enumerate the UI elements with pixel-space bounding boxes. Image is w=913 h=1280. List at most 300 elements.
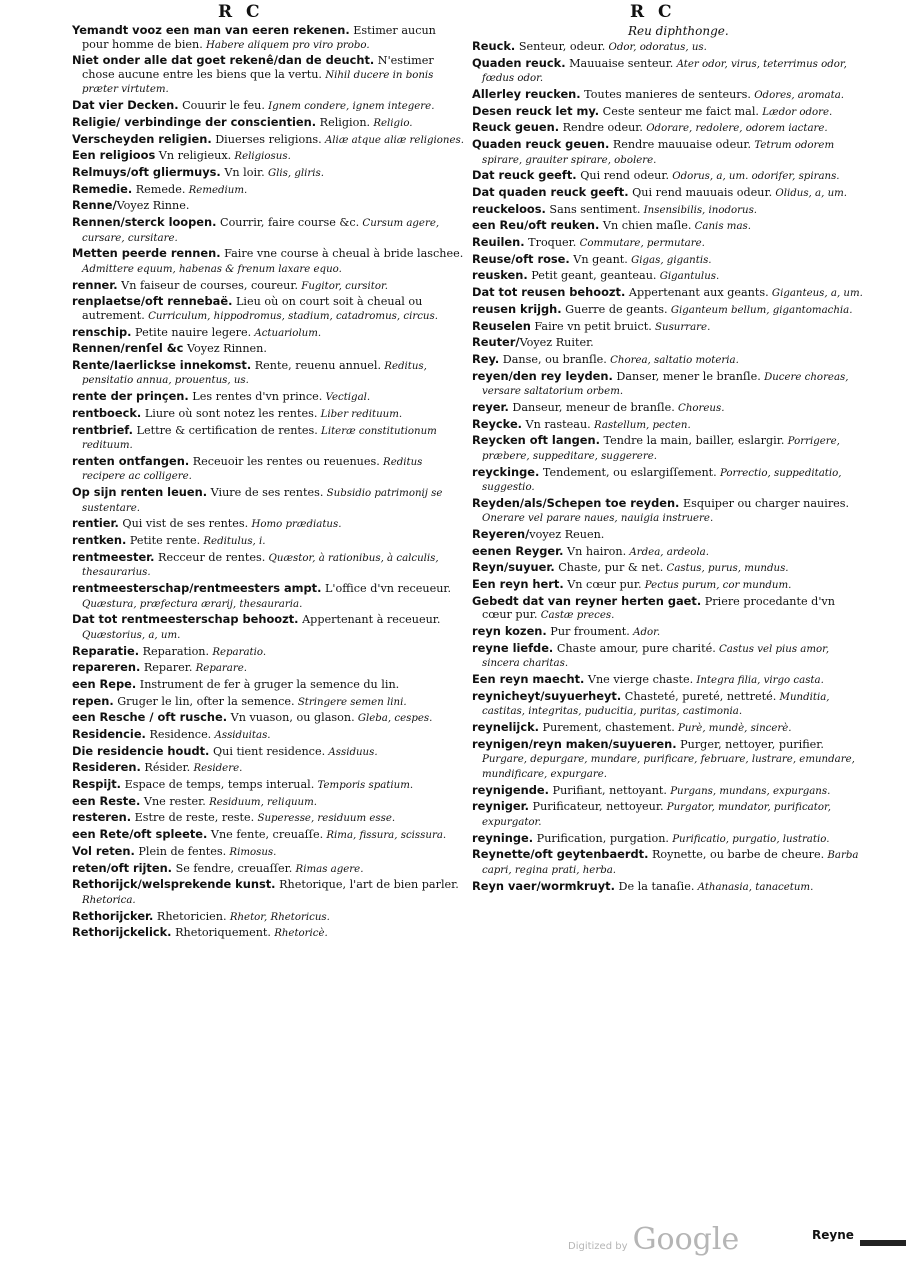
entry-french: Voyez Ruiter. — [519, 336, 594, 350]
entry-french: De la tanaſie. — [614, 879, 695, 893]
entry-french: Receuoir les rentes ou reuenues. — [189, 454, 380, 468]
entry-latin: Porrectio, suppeditatio, suggestio. — [482, 467, 842, 494]
header-subtitle: Reu diphthonge. — [628, 24, 729, 38]
entry-headword: een Resche / oft rusche. — [72, 710, 228, 725]
dictionary-entry — [72, 390, 464, 405]
entry-latin: Munditia, castitas, integritas, puducitia, puritas, castimonia. — [482, 691, 830, 718]
entry-headword: Reuck geuen. — [472, 120, 560, 135]
entry-headword: Dat quaden reuck geeft. — [472, 185, 629, 199]
entry-latin: Canis mas. — [691, 221, 751, 233]
entry-headword: Rey. — [472, 351, 500, 366]
dictionary-entry — [72, 613, 464, 642]
dictionary-entry — [72, 279, 464, 294]
entry-latin: Gigas, gigantis. — [627, 254, 712, 266]
entry-french: voyez Reuen. — [529, 528, 605, 542]
dictionary-entry — [472, 57, 864, 86]
dictionary-entry — [72, 326, 464, 341]
entry-headword: Op sijn renten leuen. — [72, 485, 208, 500]
entry-french: L'office d'vn receueur. — [321, 582, 452, 596]
entry-latin: Ignem condere, ignem integere. — [264, 101, 435, 113]
entry-french: Vn religieux. — [155, 149, 232, 163]
entry-latin: Glis, gliris. — [264, 167, 324, 179]
entry-headword: Reycken oft langen. — [472, 433, 600, 448]
entry-headword: reynigen/reyn maken/suyueren. — [472, 736, 677, 751]
entry-headword: Reuselen — [472, 318, 531, 333]
entry-french: Rendre mauuaise odeur. — [609, 138, 752, 152]
dictionary-entry — [472, 253, 864, 268]
entry-headword: Reuilen. — [472, 235, 525, 250]
dictionary-entry — [72, 711, 464, 726]
dictionary-entry — [472, 832, 864, 847]
dictionary-entry — [472, 203, 864, 218]
entry-latin: Ater odor, virus, teterrimus odor, fœdus odor. — [482, 58, 847, 85]
entry-headword: reynelijck. — [472, 720, 539, 735]
google-text: Google — [632, 1222, 740, 1257]
entry-latin: Rhetoricè. — [270, 928, 328, 940]
dictionary-entry — [72, 926, 464, 941]
dictionary-entry — [72, 695, 464, 710]
entry-latin: Rimas agere. — [292, 863, 364, 875]
entry-latin: Purificatio, purgatio, lustratio. — [668, 833, 830, 845]
dictionary-entry — [72, 199, 464, 214]
entry-headword: Resideren. — [72, 760, 141, 775]
entry-french: Instrument de fer à gruger la semence du lin. — [136, 677, 400, 691]
entry-headword: renten ontfangen. — [72, 453, 190, 468]
entry-latin: Curriculum, hippodromus, stadium, catadromus, circus. — [144, 310, 438, 322]
dictionary-entry — [72, 678, 464, 693]
entry-headword: eenen Reyger. — [472, 543, 564, 558]
entry-french: Ceste senteur me faict mal. — [599, 104, 759, 118]
entry-latin: Purgans, mundans, expurgans. — [666, 785, 831, 797]
entry-headword: rentken. — [72, 533, 127, 548]
entry-headword: Quaden reuck. — [472, 55, 566, 70]
entry-headword: reyniger. — [472, 799, 529, 814]
entry-french: N'estimer chose aucune entre les biens que la vertu. — [82, 54, 434, 81]
entry-french: Rhetorique, l'art de bien parler. — [275, 878, 459, 892]
entry-french: Chaste amour, pure charité. — [553, 641, 716, 655]
dictionary-entry — [472, 418, 864, 433]
dictionary-entry — [72, 183, 464, 198]
entry-headword: reyer. — [472, 399, 509, 414]
entry-french: Vn cœur pur. — [563, 578, 642, 592]
entry-headword: Dat vier Decken. — [72, 98, 179, 113]
entry-latin: Residuum, reliquum. — [205, 796, 318, 808]
entry-latin: Residere. — [190, 763, 243, 775]
entry-headword: een Repe. — [72, 676, 137, 691]
entry-french: Purement, chastement. — [538, 721, 675, 735]
entry-latin: Homo prædiatus. — [248, 519, 342, 531]
entry-latin: Reditulus, i. — [200, 536, 266, 548]
entry-french: Vne fente, creuaſſe. — [207, 828, 324, 842]
dictionary-entry — [72, 645, 464, 660]
dictionary-entry — [72, 24, 464, 52]
entry-headword: Yemandt vooz een man van eeren rekenen. — [72, 23, 350, 37]
entry-headword: reusken. — [472, 268, 528, 283]
entry-headword: Dat tot reusen behoozt. — [472, 285, 626, 300]
entry-headword: rentmeesterschap/rentmeesters ampt. — [72, 581, 322, 596]
entry-headword: Rennen/renſel &c — [72, 341, 184, 356]
dictionary-entry — [472, 105, 864, 120]
entry-latin: Remedium. — [185, 184, 248, 196]
entry-headword: Quaden reuck geuen. — [472, 137, 610, 152]
entry-latin: Cursum agere, cursare, cursitare. — [82, 217, 440, 244]
dictionary-entry — [72, 795, 464, 810]
entry-headword: Dat reuck geeft. — [472, 168, 577, 183]
entry-french: Vn hairon. — [563, 544, 627, 558]
entry-headword: rentmeester. — [72, 549, 155, 564]
entry-headword: Reyn/suyuer. — [472, 560, 555, 575]
entry-french: Rhetoricien. — [153, 909, 227, 923]
right-column — [472, 40, 864, 896]
entry-headword: Religie/ verbindinge der conscientien. — [72, 114, 317, 129]
entry-french: Purger, nettoyer, purifier. — [676, 737, 824, 751]
dictionary-entry — [72, 424, 464, 453]
entry-headword: rentboeck. — [72, 405, 142, 420]
entry-french: Appertenant aux geants. — [625, 286, 769, 300]
left-column — [72, 24, 464, 943]
entry-headword: reyninge. — [472, 830, 534, 845]
entry-latin: Tetrum odorem spirare, grauiter spirare, obolere. — [482, 140, 835, 166]
entry-french: Petite nauire legere. — [131, 325, 252, 339]
entry-latin: Castus, purus, mundus. — [663, 563, 789, 575]
entry-french: Senteur, odeur. — [515, 40, 606, 53]
dictionary-entry — [472, 269, 864, 284]
entry-headword: Die residencie houdt. — [72, 743, 210, 758]
entry-french: Diuerses religions. — [211, 132, 322, 146]
dictionary-entry — [72, 551, 464, 580]
entry-french: Danse, ou branſle. — [499, 352, 607, 366]
entry-headword: Vol reten. — [72, 843, 135, 858]
entry-french: Tendement, ou eslargiſſement. — [539, 465, 717, 479]
dictionary-entry — [72, 862, 464, 877]
dictionary-entry — [72, 342, 464, 357]
entry-latin: Quæstor, à rationibus, à calculis, thesaurarius. — [82, 552, 439, 579]
dictionary-entry — [72, 99, 464, 114]
entry-headword: Reuck. — [472, 39, 516, 53]
dictionary-entry — [72, 359, 464, 388]
entry-latin: Quæstura, præfectura ærarij, thesauraria. — [82, 598, 303, 610]
entry-headword: Reyn vaer/wormkruyt. — [472, 878, 615, 893]
entry-french: Reparation. — [139, 644, 210, 658]
entry-headword: Gebedt dat van reyner herten gaet. — [472, 593, 702, 608]
entry-latin: Stringere semen lini. — [294, 696, 407, 708]
entry-headword: rentier. — [72, 516, 119, 531]
entry-headword: Een religioos — [72, 148, 156, 163]
entry-headword: renschip. — [72, 324, 132, 339]
entry-headword: Reyeren/ — [472, 527, 530, 542]
dictionary-entry — [72, 517, 464, 532]
entry-headword: Verscheyden religien. — [72, 131, 212, 146]
entry-headword: reynicheyt/suyuerheyt. — [472, 688, 622, 703]
entry-latin: Castus vel pius amor, sincera charitas. — [482, 643, 830, 670]
entry-french: Courrir, faire course &c. — [216, 215, 360, 229]
entry-latin: Choreus. — [674, 402, 725, 414]
entry-french: Faire vne course à cheual à bride laschee. — [220, 247, 464, 261]
entry-headword: Reyden/als/Schepen toe reyden. — [472, 495, 680, 510]
entry-french: Residence. — [145, 728, 212, 742]
entry-latin: Quæstorius, a, um. — [82, 629, 181, 641]
entry-headword: reuckeloos. — [472, 201, 546, 216]
entry-latin: Ducere choreas, versare saltatorium orbem. — [482, 371, 849, 398]
entry-french: Vn vuason, ou glason. — [227, 711, 355, 725]
entry-latin: Habere aliquem pro viro probo. — [202, 39, 370, 51]
entry-french: Danser, mener le branſle. — [612, 369, 761, 383]
entry-latin: Purgator, mundator, purificator, expurgator. — [482, 802, 831, 828]
entry-latin: Rhetorica. — [82, 894, 136, 906]
dictionary-entry — [472, 625, 864, 640]
entry-headword: een Rete/oft spleete. — [72, 827, 208, 842]
dictionary-entry — [72, 661, 464, 676]
entry-french: Troquer. — [524, 236, 577, 250]
dictionary-entry — [72, 828, 464, 843]
dictionary-entry — [472, 800, 864, 829]
dictionary-entry — [472, 880, 864, 895]
dictionary-entry — [72, 845, 464, 860]
entry-french: Recceur de rentes. — [154, 550, 266, 564]
entry-french: Viure de ses rentes. — [207, 486, 324, 500]
entry-latin: Odor, odoratus, us. — [605, 42, 707, 53]
entry-french: Qui rend mauuais odeur. — [628, 186, 773, 199]
entry-french: Rhetoriquement. — [171, 926, 271, 940]
entry-french: Religion. — [316, 115, 371, 129]
entry-headword: een Reu/oft reuken. — [472, 218, 600, 233]
entry-headword: renner. — [72, 277, 118, 292]
entry-french: Tendre la main, bailler, eslargir. — [599, 434, 785, 448]
dictionary-entry — [72, 407, 464, 422]
entry-headword: Reycke. — [472, 416, 522, 431]
entry-latin: Gigantulus. — [656, 271, 720, 283]
dictionary-entry — [472, 528, 864, 543]
entry-french: Roynette, ou barbe de cheure. — [648, 848, 825, 862]
entry-headword: Relmuys/oft gliermuys. — [72, 164, 221, 179]
entry-latin: Liber redituum. — [317, 408, 403, 420]
entry-latin: Ador. — [629, 627, 661, 639]
entry-headword: Reuter/ — [472, 335, 520, 350]
entry-headword: een Reste. — [72, 793, 141, 808]
dictionary-entry — [472, 88, 864, 103]
entry-french: Vn chien maſle. — [599, 219, 692, 233]
entry-headword: rentbrief. — [72, 422, 133, 437]
dictionary-entry — [472, 370, 864, 399]
entry-latin: Odorus, a, um. odorifer, spirans. — [669, 171, 840, 183]
entry-latin: Lædor odore. — [758, 106, 833, 118]
entry-latin: Superesse, residuum esse. — [254, 813, 396, 825]
dictionary-entry — [472, 303, 864, 318]
entry-french: Voyez Rinne. — [116, 199, 190, 213]
entry-latin: Gleba, cespes. — [354, 713, 433, 725]
entry-latin: Commutare, permutare. — [576, 238, 705, 250]
entry-latin: Aliæ atque aliæ religiones. — [321, 134, 464, 146]
entry-latin: Admittere equum, habenas & frenum laxare equo. — [82, 263, 342, 275]
entry-headword: Rennen/sterck loopen. — [72, 214, 217, 229]
entry-french: Qui rend odeur. — [576, 169, 669, 183]
entry-latin: Actuariolum. — [251, 327, 322, 339]
entry-headword: reyne liefde. — [472, 640, 554, 655]
entry-headword: reten/oft rijten. — [72, 860, 173, 875]
catchword: Reyne — [812, 1228, 854, 1242]
entry-french: Mauuaise senteur. — [565, 56, 674, 70]
entry-french: Faire vn petit bruict. — [530, 319, 652, 333]
entry-french: Reparer. — [140, 661, 193, 675]
entry-french: Vn faiseur de courses, coureur. — [117, 278, 299, 292]
entry-headword: repareren. — [72, 660, 141, 675]
entry-french: Chasteté, pureté, nettreté. — [621, 689, 777, 703]
entry-french: Estre de reste, reste. — [131, 811, 255, 825]
entry-french: Esquiper ou charger nauires. — [679, 496, 850, 510]
entry-headword: Reynette/oft geytenbaerdt. — [472, 847, 649, 862]
entry-french: Rendre odeur. — [559, 121, 643, 135]
entry-headword: reyn kozen. — [472, 624, 547, 639]
entry-french: Vne vierge chaste. — [584, 673, 694, 687]
dictionary-entry — [72, 54, 464, 97]
dictionary-entry — [472, 784, 864, 799]
entry-french: Qui vist de ses rentes. — [118, 517, 249, 531]
entry-latin: Purè, mundè, sincerè. — [674, 723, 792, 735]
entry-latin: Ardea, ardeola. — [626, 546, 709, 558]
dictionary-entry — [472, 353, 864, 368]
entry-latin: Pectus purum, cor mundum. — [641, 580, 792, 592]
entry-french: Qui tient residence. — [209, 744, 326, 758]
google-watermark — [568, 1222, 739, 1257]
dictionary-entry — [472, 40, 864, 55]
entry-latin: Odores, aromata. — [750, 89, 845, 101]
entry-latin: Reditus recipere ac colligere. — [82, 456, 423, 483]
dictionary-entry — [472, 219, 864, 234]
dictionary-entry — [72, 216, 464, 245]
dictionary-entry — [472, 642, 864, 671]
dictionary-entry — [472, 595, 864, 623]
dictionary-entry — [72, 582, 464, 611]
entry-latin: Integra filia, virgo casta. — [693, 675, 824, 687]
dictionary-entry — [472, 690, 864, 719]
dictionary-entry — [72, 295, 464, 323]
entry-headword: Rethorijck/welsprekende kunst. — [72, 877, 276, 892]
dictionary-entry — [472, 545, 864, 560]
dictionary-entry — [472, 561, 864, 576]
dictionary-entry — [472, 466, 864, 495]
entry-french: Purifiant, nettoyant. — [548, 783, 667, 797]
entry-headword: Reparatie. — [72, 643, 140, 658]
dictionary-entry — [472, 401, 864, 416]
dictionary-entry — [472, 121, 864, 136]
dictionary-entry — [72, 761, 464, 776]
entry-headword: Rethorijcker. — [72, 908, 154, 923]
dictionary-entry — [472, 721, 864, 736]
entry-french: Remede. — [132, 182, 186, 196]
dictionary-entry — [72, 149, 464, 164]
entry-french: Liure où sont notez les rentes. — [141, 406, 318, 420]
edge-mark — [860, 1240, 906, 1246]
entry-latin: Olidus, a, um. — [772, 188, 848, 199]
entry-headword: repen. — [72, 693, 114, 708]
entry-headword: Metten peerde rennen. — [72, 246, 221, 261]
entry-french: Petite rente. — [126, 534, 201, 548]
dictionary-entry — [472, 848, 864, 877]
entry-latin: Odorare, redolere, odorem iactare. — [642, 123, 828, 135]
entry-latin: Giganteus, a, um. — [768, 288, 863, 300]
entry-headword: Rente/Iaerlickse innekomst. — [72, 357, 252, 372]
entry-french: Vn rasteau. — [522, 417, 591, 431]
entry-french: Chaste, pur & net. — [554, 561, 664, 575]
entry-french: Résider. — [140, 761, 191, 775]
entry-french: Rente, reuenu annuel. — [251, 358, 382, 372]
dictionary-entry — [472, 738, 864, 782]
entry-french: Danseur, meneur de branſle. — [508, 400, 675, 414]
entry-headword: Desen reuck let my. — [472, 103, 600, 118]
entry-latin: Religiosus. — [231, 151, 291, 163]
entry-headword: renplaetse/oft rennebaë. — [72, 294, 233, 309]
header-left-letters: R C — [218, 2, 264, 22]
entry-latin: Fugitor, cursitor. — [298, 280, 388, 292]
dictionary-entry — [72, 247, 464, 276]
dictionary-entry — [472, 336, 864, 351]
dictionary-entry — [472, 497, 864, 526]
entry-headword: reynigende. — [472, 782, 549, 797]
entry-latin: Temporis spatium. — [314, 780, 414, 792]
entry-headword: Een reyn maecht. — [472, 672, 585, 687]
dictionary-entry — [472, 236, 864, 251]
entry-french: Purificateur, nettoyeur. — [528, 800, 664, 814]
digitized-by-text: Digitized by — [568, 1241, 628, 1252]
entry-headword: Renne/ — [72, 198, 117, 213]
entry-headword: Dat tot rentmeesterschap behoozt. — [72, 612, 299, 627]
dictionary-entry — [72, 745, 464, 760]
dictionary-entry — [72, 534, 464, 549]
dictionary-entry — [72, 486, 464, 515]
entry-french: Lieu où on court soit à cheual ou autrement. — [82, 295, 423, 322]
entry-headword: Een reyn hert. — [472, 577, 564, 592]
entry-latin: Assiduus. — [325, 746, 378, 758]
entry-latin: Reditus, pensitatio annua, prouentus, us. — [82, 360, 427, 387]
entry-headword: rente der prinçen. — [72, 389, 189, 404]
entry-latin: Vectigal. — [322, 392, 371, 404]
entry-latin: Literæ constitutionum redituum. — [82, 425, 437, 452]
entry-latin: Subsidio patrimonij se sustentare. — [82, 488, 443, 514]
entry-french: Sans sentiment. — [545, 202, 641, 216]
entry-latin: Purgare, depurgare, mundare, purificare, februare, lustrare, emundare, mundificare, expurgare. — [482, 754, 855, 780]
entry-latin: Castæ preces. — [537, 610, 615, 622]
dictionary-entry — [472, 138, 864, 167]
entry-french: Plein de fentes. — [134, 844, 227, 858]
entry-french: Purification, purgation. — [533, 831, 669, 845]
entry-headword: reyen/den rey leyden. — [472, 368, 613, 383]
entry-latin: Rastellum, pecten. — [590, 419, 691, 431]
dictionary-entry — [72, 878, 464, 907]
entry-headword: Residencie. — [72, 727, 146, 742]
entry-latin: Chorea, saltatio moteria. — [606, 354, 739, 366]
entry-headword: reyckinge. — [472, 464, 540, 479]
dictionary-entry — [472, 286, 864, 301]
dictionary-entry — [72, 455, 464, 484]
entry-latin: Insensibilis, inodorus. — [640, 204, 758, 216]
entry-french: Estimer aucun pour homme de bien. — [82, 24, 436, 51]
dictionary-entry — [72, 166, 464, 181]
dictionary-entry — [472, 578, 864, 593]
dictionary-entry — [72, 133, 464, 148]
entry-french: Petit geant, geanteau. — [527, 269, 657, 283]
entry-french: Vne rester. — [140, 794, 206, 808]
entry-latin: Reparatio. — [209, 646, 267, 658]
entry-french: Gruger le lin, ofter la semence. — [113, 694, 295, 708]
entry-latin: Athanasia, tanacetum. — [694, 881, 814, 893]
dictionary-entry — [72, 811, 464, 826]
entry-french: Appertenant à receueur. — [298, 613, 441, 627]
dictionary-entry — [472, 169, 864, 184]
entry-latin: Rima, fissura, scissura. — [323, 830, 447, 842]
entry-latin: Rimosus. — [226, 846, 277, 858]
entry-french: Pur froument. — [546, 625, 630, 639]
entry-latin: Nihil ducere in bonis præter virtutem. — [82, 69, 434, 96]
